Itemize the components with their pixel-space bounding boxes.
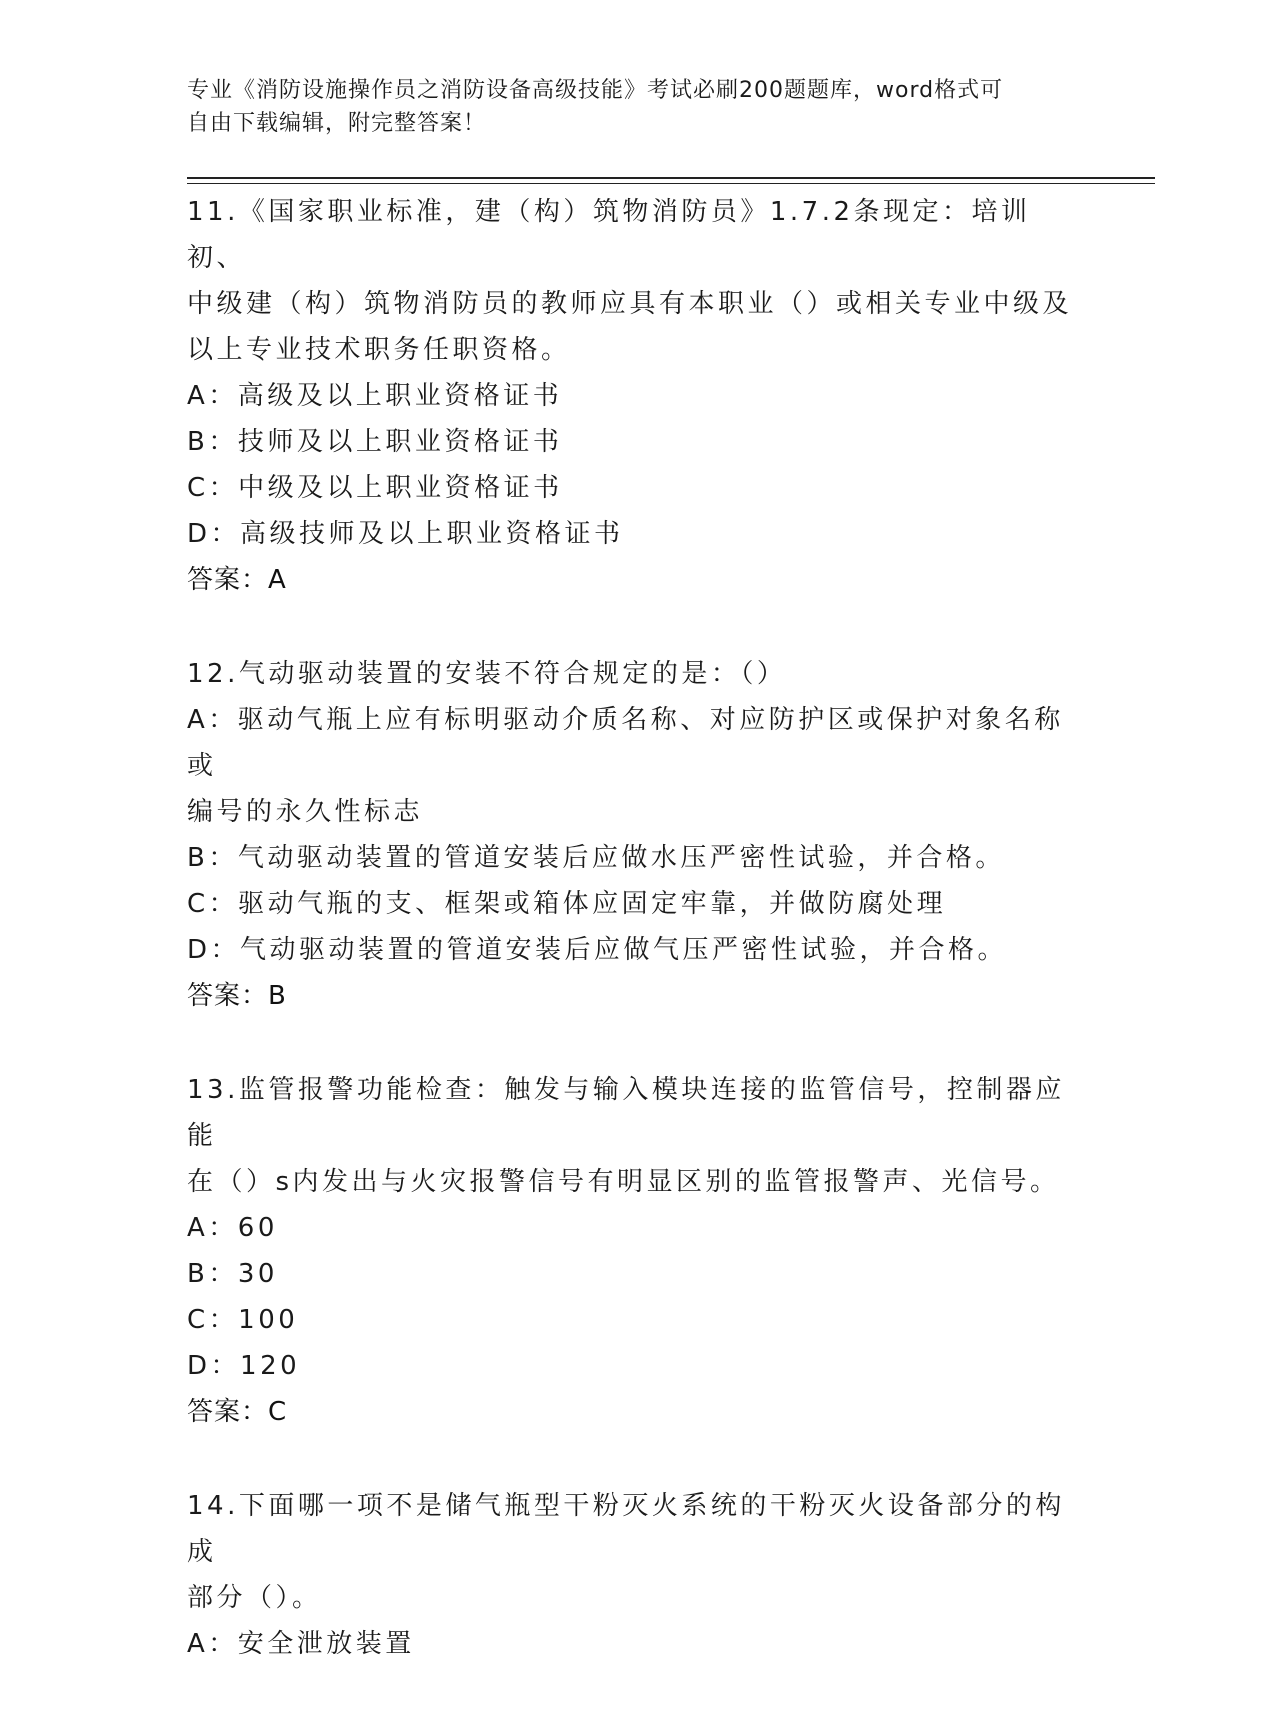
answer-line: 答案：A bbox=[187, 565, 287, 595]
option-a: A：安全泄放装置 bbox=[187, 1629, 415, 1659]
option-a: A：驱动气瓶上应有标明驱动介质名称、对应防护区或保护对象名称或 bbox=[187, 705, 1064, 781]
question-stem-line: 12.气动驱动装置的安装不符合规定的是：（） bbox=[187, 659, 787, 689]
question-stem-line: 以上专业技术职务任职资格。 bbox=[187, 335, 571, 365]
header-divider-thick bbox=[187, 177, 1155, 179]
option-a: A：60 bbox=[187, 1213, 278, 1243]
header-divider-thin bbox=[187, 183, 1155, 184]
question-stem-line: 中级建（构）筑物消防员的教师应具有本职业（）或相关专业中级及 bbox=[187, 289, 1073, 319]
document-header bbox=[187, 74, 1067, 140]
question-11 bbox=[187, 189, 1087, 603]
option-d: D：120 bbox=[187, 1351, 301, 1381]
option-d: D：高级技师及以上职业资格证书 bbox=[187, 519, 624, 549]
option-c: C：中级及以上职业资格证书 bbox=[187, 473, 563, 503]
option-c: C：驱动气瓶的支、框架或箱体应固定牢靠，并做防腐处理 bbox=[187, 889, 947, 919]
question-stem-line: 13.监管报警功能检查：触发与输入模块连接的监管信号，控制器应能 bbox=[187, 1075, 1065, 1151]
header-line-1: 专业《消防设施操作员之消防设备高级技能》考试必刷200题题库，word格式可 bbox=[187, 78, 1004, 103]
question-stem-line: 在（）s内发出与火灾报警信号有明显区别的监管报警声、光信号。 bbox=[187, 1167, 1060, 1197]
question-stem-line: 14.下面哪一项不是储气瓶型干粉灭火系统的干粉灭火设备部分的构成 bbox=[187, 1491, 1065, 1567]
header-line-2: 自由下载编辑，附完整答案！ bbox=[187, 111, 487, 136]
question-list bbox=[187, 189, 1087, 1715]
option-a-continuation: 编号的永久性标志 bbox=[187, 797, 424, 827]
question-12 bbox=[187, 651, 1087, 1019]
option-b: B：技师及以上职业资格证书 bbox=[187, 427, 563, 457]
option-c: C：100 bbox=[187, 1305, 299, 1335]
option-a: A：高级及以上职业资格证书 bbox=[187, 381, 563, 411]
option-b: B：气动驱动装置的管道安装后应做水压严密性试验，并合格。 bbox=[187, 843, 1005, 873]
question-13 bbox=[187, 1067, 1087, 1435]
question-14 bbox=[187, 1483, 1087, 1667]
question-stem-line: 11.《国家职业标准，建（构）筑物消防员》1.7.2条现定：培训初、 bbox=[187, 197, 1031, 273]
option-b: B：30 bbox=[187, 1259, 278, 1289]
question-stem-line: 部分（）。 bbox=[187, 1583, 322, 1613]
answer-line: 答案：B bbox=[187, 981, 287, 1011]
option-d: D：气动驱动装置的管道安装后应做气压严密性试验，并合格。 bbox=[187, 935, 1008, 965]
answer-line: 答案：C bbox=[187, 1397, 288, 1427]
